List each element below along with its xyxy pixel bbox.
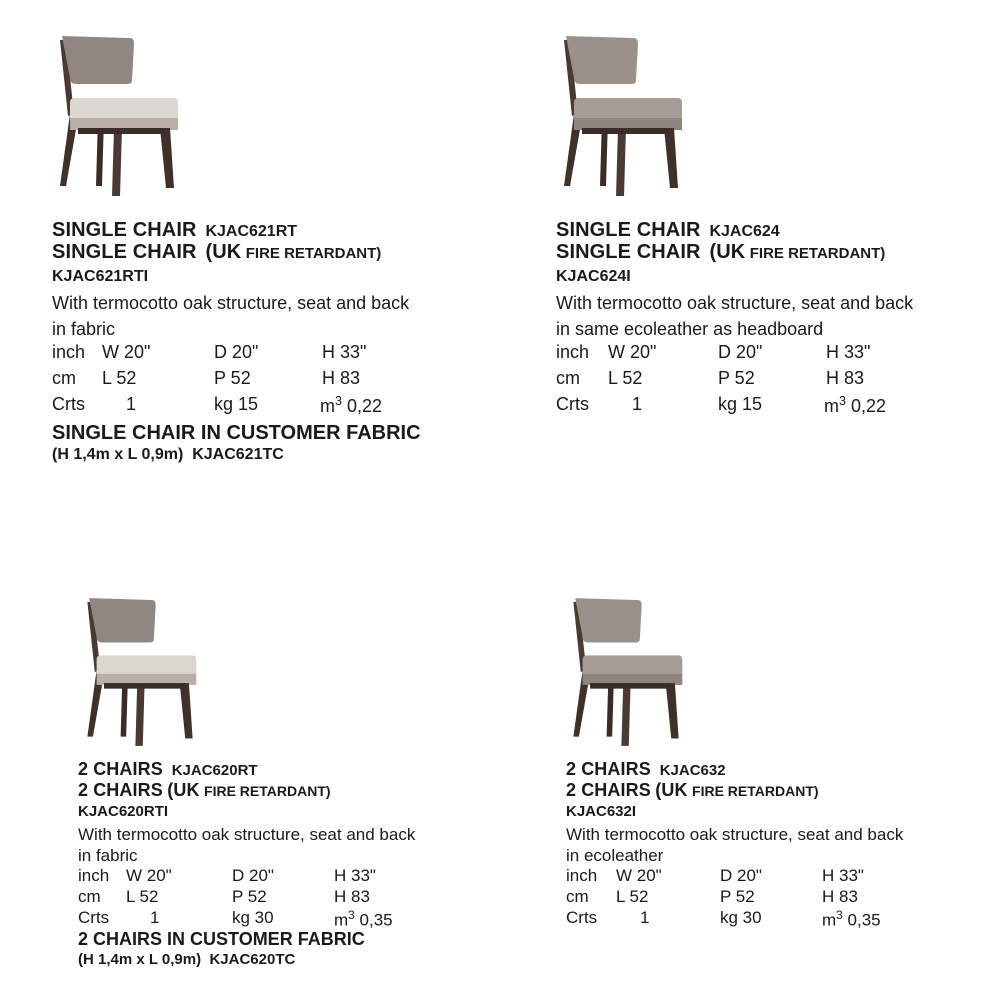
spec-row-crts: Crts 1 kg 15 $m^3$ 0,22 <box>52 394 383 416</box>
custom-fabric-title: SINGLE CHAIR IN CUSTOMER FABRIC <box>52 422 421 444</box>
description: With termocotto oak structure, seat and back <box>566 825 904 844</box>
custom-fabric-title: 2 CHAIRS IN CUSTOMER FABRIC <box>78 929 365 949</box>
spec-row-cm: cm L 52 P 52 H 83 <box>566 887 858 906</box>
product-code-fr: KJAC621RTI <box>52 268 149 285</box>
product-code-fr: KJAC632I <box>566 803 637 820</box>
product-title: 2 CHAIRS KJAC620RT <box>78 759 258 779</box>
product-code: KJAC632 <box>659 762 726 779</box>
product-card <box>500 500 1000 1000</box>
product-title-fr: 2 CHAIRS (UK FIRE RETARDANT) <box>566 780 819 800</box>
description: With termocotto oak structure, seat and back <box>556 293 914 313</box>
chair-fabric-image <box>52 36 182 196</box>
description-cont: in ecoleather <box>566 846 664 865</box>
spec-row-inch: inch W 20" D 20" H 33" <box>566 866 864 885</box>
product-title-fr: SINGLE CHAIR (UK FIRE RETARDANT) <box>556 241 886 263</box>
chair-ecoleather-image <box>556 36 686 196</box>
product-card <box>500 0 1000 500</box>
description-cont: in same ecoleather as headboard <box>556 319 824 339</box>
product-code: KJAC621RT <box>205 223 298 240</box>
product-title-fr: 2 CHAIRS (UK FIRE RETARDANT) <box>78 780 331 800</box>
spec-row-cm: cm L 52 P 52 H 83 <box>556 368 865 388</box>
product-code: KJAC620RT <box>171 762 258 779</box>
spec-row-crts: Crts 1 kg 30 $m^3$ 0,35 <box>566 908 881 930</box>
description: With termocotto oak structure, seat and back <box>52 293 410 313</box>
product-code-fr: KJAC624I <box>556 268 631 285</box>
description: With termocotto oak structure, seat and back <box>78 825 416 844</box>
spec-row-cm: cm L 52 P 52 H 83 <box>52 368 361 388</box>
chair-fabric-image <box>80 598 200 746</box>
product-card <box>0 0 500 500</box>
spec-row-inch: inch W 20" D 20" H 33" <box>556 342 871 362</box>
spec-row-crts: Crts 1 kg 15 $m^3$ 0,22 <box>556 394 887 416</box>
product-card <box>0 500 500 1000</box>
chair-ecoleather-image <box>566 598 686 746</box>
product-title: 2 CHAIRS KJAC632 <box>566 759 726 779</box>
description-cont: in fabric <box>78 846 138 865</box>
product-code: KJAC624 <box>709 223 780 240</box>
description-cont: in fabric <box>52 319 116 339</box>
spec-row-cm: cm L 52 P 52 H 83 <box>78 887 370 906</box>
spec-row-crts: Crts 1 kg 30 $m^3$ 0,35 <box>78 908 393 930</box>
spec-row-inch: inch W 20" D 20" H 33" <box>78 866 376 885</box>
product-title: SINGLE CHAIR KJAC621RT <box>52 219 298 241</box>
custom-fabric-code: (H 1,4m x L 0,9m) KJAC620TC <box>78 951 296 968</box>
product-title-fr: SINGLE CHAIR (UK FIRE RETARDANT) <box>52 241 382 263</box>
product-title: SINGLE CHAIR KJAC624 <box>556 219 780 241</box>
custom-fabric-code: (H 1,4m x L 0,9m) KJAC621TC <box>52 446 284 463</box>
product-code-fr: KJAC620RTI <box>78 803 169 820</box>
spec-row-inch: inch W 20" D 20" H 33" <box>52 342 367 362</box>
